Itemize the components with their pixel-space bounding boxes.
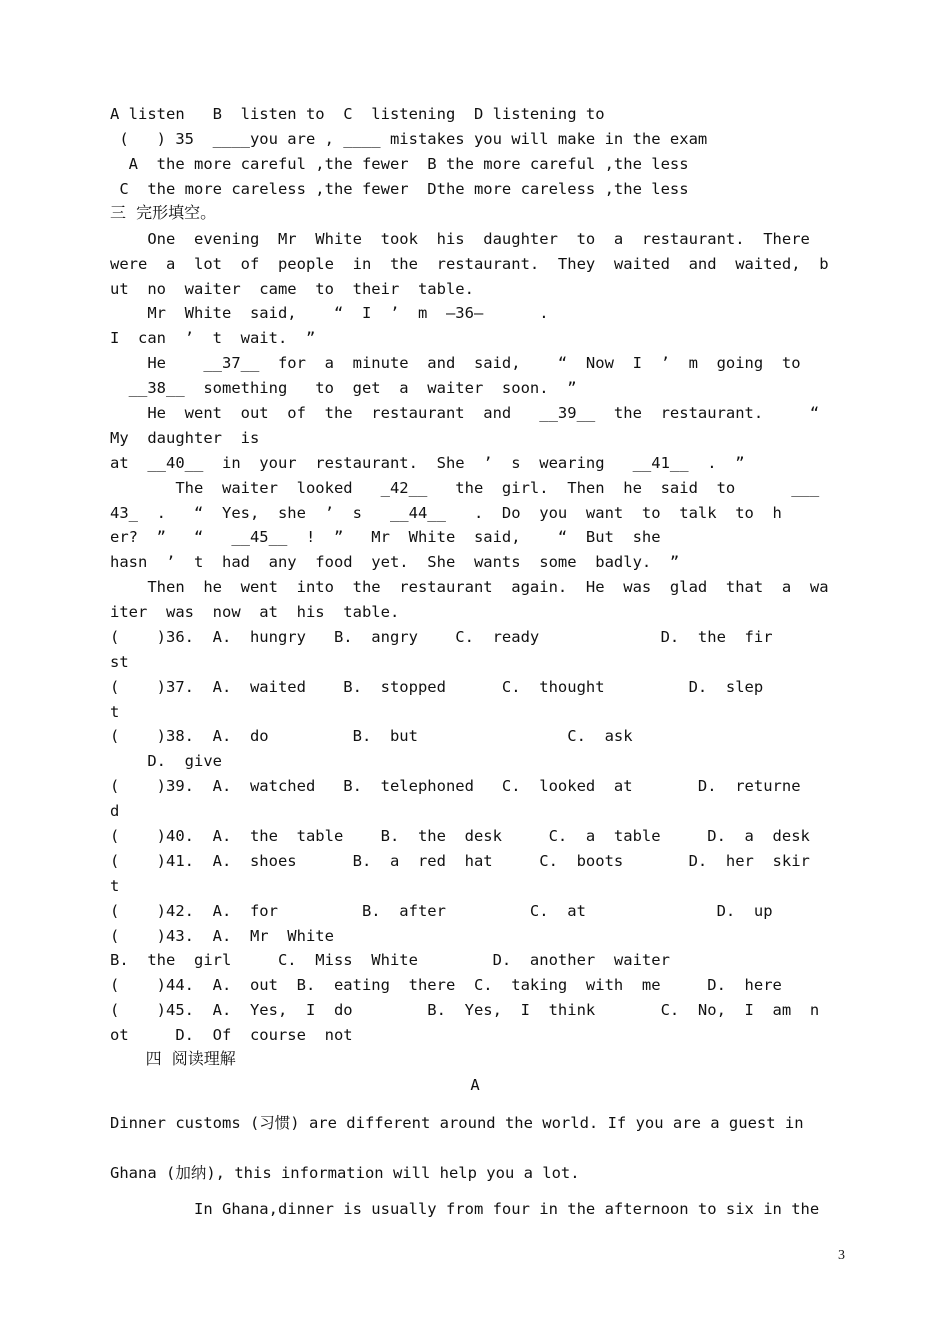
question-45: ( )45. A. Yes, I do B. Yes, I think C. No, I am n	[110, 1001, 820, 1019]
question-36: ( )36. A. hungry B. angry C. ready D. the fir	[110, 628, 773, 646]
question-41: ( )41. A. shoes B. a red hat C. boots D. her skir	[110, 852, 810, 870]
text-line: 43_ . “ Yes, she ’ s __44__ . Do you want to talk to h	[110, 504, 782, 522]
section-a-title: A	[470, 1076, 480, 1094]
question-43: ( )43. A. Mr White	[110, 927, 334, 945]
text-line: ot D. Of course not	[110, 1026, 353, 1044]
text-line: He __37__ for a minute and said, “ Now I ’ m going to	[110, 354, 801, 372]
text-line: One evening Mr White took his daughter to a restaurant. There	[110, 230, 810, 248]
text-line: st	[110, 653, 129, 671]
text-line: He went out of the restaurant and __39__ the restaurant. “	[110, 404, 820, 422]
text-line: were a lot of people in the restaurant. They waited and waited, b	[110, 255, 829, 273]
text-line: __38__ something to get a waiter soon. ”	[110, 379, 577, 397]
question-44: ( )44. A. out B. eating there C. taking with me D. here	[110, 976, 782, 994]
text-line: t	[110, 703, 120, 721]
text-line: hasn ’ t had any food yet. She wants some badly. ”	[110, 553, 680, 571]
text-line: C the more careless ,the fewer Dthe more careless ,the less	[110, 180, 689, 198]
text-line: iter was now at his table.	[110, 603, 400, 621]
question-42: ( )42. A. for B. after C. at D. up	[110, 902, 773, 920]
text-line: Mr White said, “ I ’ m —36— .	[110, 304, 549, 322]
question-38: ( )38. A. do B. but C. ask	[110, 727, 633, 745]
section-heading-cloze: 三 完形填空。	[110, 203, 217, 222]
text-line: A listen B listen to C listening D listening to	[110, 105, 605, 123]
paragraph-line: Ghana (加纳), this information will help you a lot.	[110, 1164, 580, 1182]
paragraph-line: Dinner customs (习惯) are different around the world. If you are a guest in	[110, 1114, 804, 1132]
text-line: Then he went into the restaurant again. He was glad that a wa	[110, 578, 829, 596]
text-line: d	[110, 802, 120, 820]
question-39: ( )39. A. watched B. telephoned C. looked at D. returne	[110, 777, 801, 795]
text-line: A the more careful ,the fewer B the more careful ,the less	[110, 155, 689, 173]
text-line: ut no waiter came to their table.	[110, 280, 474, 298]
text-line: t	[110, 877, 120, 895]
text-line: D. give	[110, 752, 222, 770]
page-number: 3	[838, 1248, 845, 1263]
text-line: I can ’ t wait. ”	[110, 329, 316, 347]
question-40: ( )40. A. the table B. the desk C. a table D. a desk	[110, 827, 810, 845]
text-line: er? ” “ __45__ ! ” Mr White said, “ But she	[110, 528, 661, 546]
paragraph-line: In Ghana,dinner is usually from four in the afternoon to six in the	[110, 1200, 820, 1218]
question-37: ( )37. A. waited B. stopped C. thought D. slep	[110, 678, 764, 696]
section-heading-reading: 四 阅读理解	[110, 1049, 236, 1068]
text-line: My daughter is	[110, 429, 260, 447]
text-line: at __40__ in your restaurant. She ’ s wearing __41__ . ”	[110, 454, 745, 472]
text-line: ( ) 35 ____you are , ____ mistakes you will make in the exam	[110, 130, 708, 148]
text-line: The waiter looked _42__ the girl. Then he said to ___	[110, 479, 820, 497]
text-line: B. the girl C. Miss White D. another waiter	[110, 951, 670, 969]
